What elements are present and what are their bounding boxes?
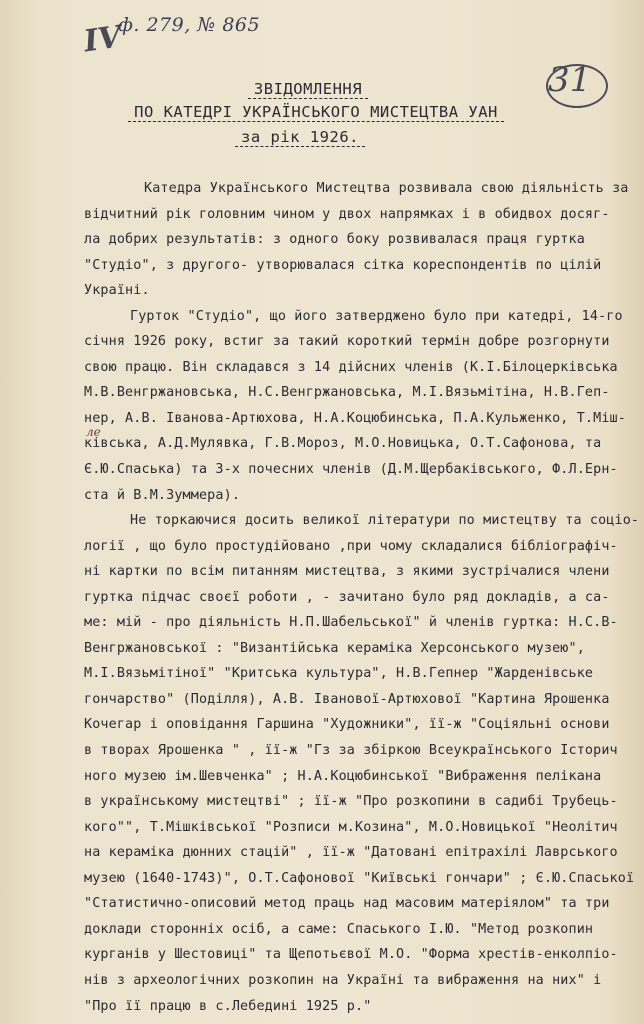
text-line: відчитний рік головним чином у двох напрямках і в обидвох досяг- bbox=[84, 206, 610, 222]
text-line: Кочегар і оповідання Гаршина "Художники", її-ж "Соціяльні основи bbox=[84, 717, 610, 733]
text-line: свою працю. Він складався з 14 дійсних членів (К.І.Білоцерківська bbox=[84, 359, 618, 375]
text-line: ного музею ім.Шевченка" ; Н.А.Коцюбинської "Вибраження пелікана bbox=[84, 768, 602, 784]
archive-mark: IV bbox=[81, 19, 124, 60]
text-line: гончарство" (Поділля), А.В. Іванової-Артюхової "Картина Ярошенка bbox=[84, 691, 610, 707]
text-line: на кераміка дюнних стацій" , її-ж "Датовані епітрахілі Лаврського bbox=[84, 845, 618, 861]
text-line: нер, А.В. Іванова-Артюхова, Н.А.Коцюбинська, П.А.Кульженко, Т.Міш- bbox=[84, 410, 626, 426]
title-year bbox=[0, 128, 622, 146]
title-line-2: ПО КАТЕДРІ УКРАЇНСЬКОГО МИСТЕЦТВА УАН bbox=[128, 103, 504, 122]
text-line: логії , що було простудійовано ,при чому складалися бібліографіч- bbox=[84, 538, 618, 554]
text-line: Венгржановської : "Византійська кераміка Херсонського музею", bbox=[84, 640, 585, 656]
text-line: "Про її працю в с.Лебедині 1925 р." bbox=[84, 998, 372, 1014]
text-line: ні картки по всім питанням мистецтва, з якими зустрічалися члени bbox=[84, 564, 610, 580]
title-subheading bbox=[0, 103, 638, 121]
text-line: Катедра Українського Мистецтва розвивала свою діяльність за bbox=[144, 181, 629, 196]
title-line-3: за рік 1926. bbox=[235, 128, 365, 147]
text-line: ківська, А.Д.Мулявка, Г.В.Мороз, М.О.Новицька, О.Т.Сафонова, та bbox=[84, 436, 602, 452]
text-line: курганів у Шестовиці" та Щепотьєвої М.О. "Форма хрестів-енколпіо- bbox=[84, 947, 618, 963]
text-line: Україні. bbox=[84, 283, 150, 299]
text-line: ла добрих результатів: з одного боку розвивалася праця гуртка bbox=[84, 232, 585, 248]
report-body bbox=[84, 176, 640, 1019]
text-line: музею (1640-1743)", О.Т.Сафонової "Київські гончари" ; Є.Ю.Спаської bbox=[84, 870, 635, 886]
text-line: М.І.Вязьмітіної" "Критська культура", Н.В.Гепнер "Жарденівське bbox=[84, 666, 594, 682]
text-line: Не торкаючися досить великої літератури по мистецтву та соціо- bbox=[130, 513, 640, 529]
text-line: М.В.Венгржановська, Н.С.Венгржановська, М.І.Вязьмітіна, Н.В.Геп- bbox=[84, 385, 610, 401]
text-line: Гурток "Студіо", що його затверджено було при катедрі, 14-го bbox=[130, 308, 623, 324]
text-line: доклади сторонніх осіб, а саме: Спаського І.Ю. "Метод розкопин bbox=[84, 921, 594, 937]
text-line: "Статистично-описовий метод праць над масовим матеріялом" та три bbox=[84, 896, 610, 912]
text-line: ме: мій - про діяльність Н.П.Шабельської" й членів гуртка: Н.С.В- bbox=[84, 615, 618, 631]
text-line: в творах Ярошенка " , її-ж "Гз за збіркою Всеукраїнського Історич bbox=[84, 743, 618, 759]
text-line: січня 1926 року, встиг за такий короткий термін добре розгорнути bbox=[84, 334, 610, 350]
archive-reference: ф. 279, № 865 bbox=[118, 14, 261, 36]
text-line: Є.Ю.Спаська) та 3-х почесних членів (Д.М.Щербаківського, Ф.Л.Ерн- bbox=[84, 462, 618, 478]
text-line: в українському мистецтві" ; її-ж "Про розкопини в садибі Трубець- bbox=[84, 794, 618, 810]
text-line: гуртка підчас своєї роботи , - зачитано було ряд докладів, а са- bbox=[84, 589, 610, 605]
page-number: 31 bbox=[548, 60, 592, 100]
text-line: "Студіо", з другого- утворювалася сітка кореспондентів по цілій bbox=[84, 257, 602, 273]
title-heading bbox=[0, 80, 630, 98]
title-line-1: ЗВІДОМЛЕННЯ bbox=[248, 80, 368, 99]
margin-note: ле bbox=[86, 425, 101, 439]
text-line: ста й В.М.Зуммера). bbox=[84, 487, 241, 503]
text-line: кого"", Т.Мішківської "Розписи м.Козина", М.О.Новицької "Неолітич bbox=[84, 819, 618, 835]
text-line: нів з археологічних розкопин на Україні та вибраження на них" і bbox=[84, 972, 602, 988]
